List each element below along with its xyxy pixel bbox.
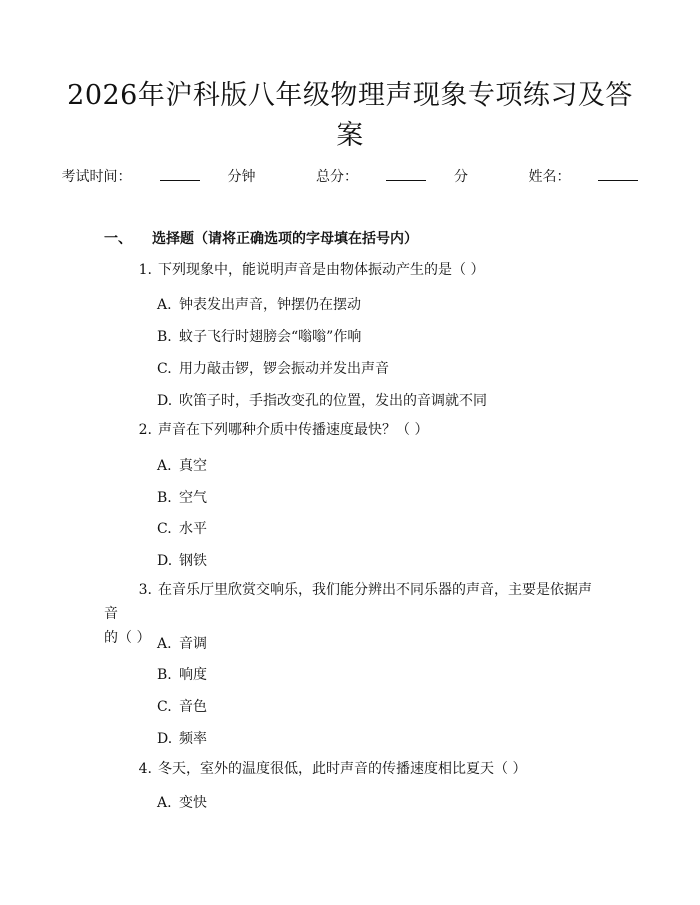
- option-text: 吹笛子时，手指改变孔的位置，发出的音调就不同: [179, 393, 487, 409]
- option-label: A.: [157, 636, 172, 652]
- option-text: 真空: [179, 458, 207, 474]
- question-text: 在音乐厅里欣赏交响乐，我们能分辨出不同乐器的声音，主要是依据声音: [104, 582, 592, 622]
- question-number: 3.: [138, 582, 152, 598]
- question-4: [104, 757, 604, 781]
- question-2-option-b: [157, 487, 207, 507]
- question-number: 2.: [138, 422, 152, 438]
- option-label: D.: [157, 731, 173, 747]
- student-name-blank: [598, 168, 638, 181]
- option-text: 蚊子飞行时翅膀会“嗡嗡”作响: [179, 329, 362, 345]
- question-1-option-d: [157, 390, 487, 410]
- option-label: C.: [157, 361, 172, 377]
- option-text: 音调: [179, 636, 207, 652]
- option-text: 钟表发出声音，钟摆仍在摆动: [179, 297, 361, 313]
- option-label: C.: [157, 521, 172, 537]
- question-number: 1.: [138, 262, 152, 278]
- total-score-blank: [386, 168, 426, 181]
- question-text: 声音在下列哪种介质中传播速度最快？（ ）: [158, 422, 429, 438]
- option-text: 响度: [179, 667, 207, 683]
- question-3-option-b: [157, 664, 207, 684]
- question-3-option-d: [157, 728, 207, 748]
- option-text: 变快: [179, 795, 207, 811]
- option-label: B.: [157, 329, 172, 345]
- option-text: 空气: [179, 490, 207, 506]
- option-text: 音色: [179, 699, 207, 715]
- question-2-option-d: [157, 550, 207, 570]
- question-line-1: [104, 578, 604, 626]
- option-label: C.: [157, 699, 172, 715]
- question-1-option-c: [157, 358, 389, 378]
- total-score-unit: 分: [454, 169, 468, 185]
- option-text: 钢铁: [179, 553, 207, 569]
- option-text: 用力敲击锣，锣会振动并发出声音: [179, 361, 389, 377]
- question-text: 冬天，室外的温度很低，此时声音的传播速度相比夏天（ ）: [158, 761, 527, 777]
- exam-time-label: 考试时间：: [61, 169, 132, 185]
- option-label: D.: [157, 393, 173, 409]
- question-2: [104, 418, 604, 442]
- student-name-label: 姓名：: [528, 169, 571, 185]
- option-label: A.: [157, 795, 172, 811]
- exam-time-field: [48, 169, 270, 185]
- question-1: [104, 258, 604, 282]
- question-1-option-b: [157, 326, 361, 346]
- option-text: 频率: [179, 731, 207, 747]
- option-label: D.: [157, 553, 173, 569]
- question-1-option-a: [157, 294, 361, 314]
- exam-time-unit: 分钟: [227, 169, 256, 185]
- section-title: 选择题（请将正确选项的字母填在括号内）: [152, 231, 418, 247]
- question-line-2: 的（ ）: [104, 630, 151, 646]
- question-4-option-a: [157, 792, 207, 812]
- question-3-option-c: [157, 696, 207, 716]
- option-label: A.: [157, 297, 172, 313]
- question-2-option-c: [157, 518, 207, 538]
- document-title: 2026年沪科版八年级物理声现象专项练习及答案: [67, 80, 633, 151]
- option-text: 水平: [179, 521, 207, 537]
- total-score-label: 总分：: [316, 169, 358, 185]
- question-2-option-a: [157, 455, 207, 475]
- question-number: 4.: [138, 761, 152, 777]
- section-number: 一、: [104, 231, 132, 247]
- option-label: B.: [157, 667, 172, 683]
- exam-info-line: [0, 166, 700, 186]
- exam-time-blank: [160, 168, 200, 181]
- option-label: B.: [157, 490, 172, 506]
- total-score-field: [302, 169, 482, 185]
- option-label: A.: [157, 458, 172, 474]
- section-heading: [104, 228, 418, 248]
- student-name-field: [514, 169, 652, 185]
- question-3-option-a: [157, 633, 207, 653]
- question-text: 下列现象中，能说明声音是由物体振动产生的是（ ）: [158, 262, 485, 278]
